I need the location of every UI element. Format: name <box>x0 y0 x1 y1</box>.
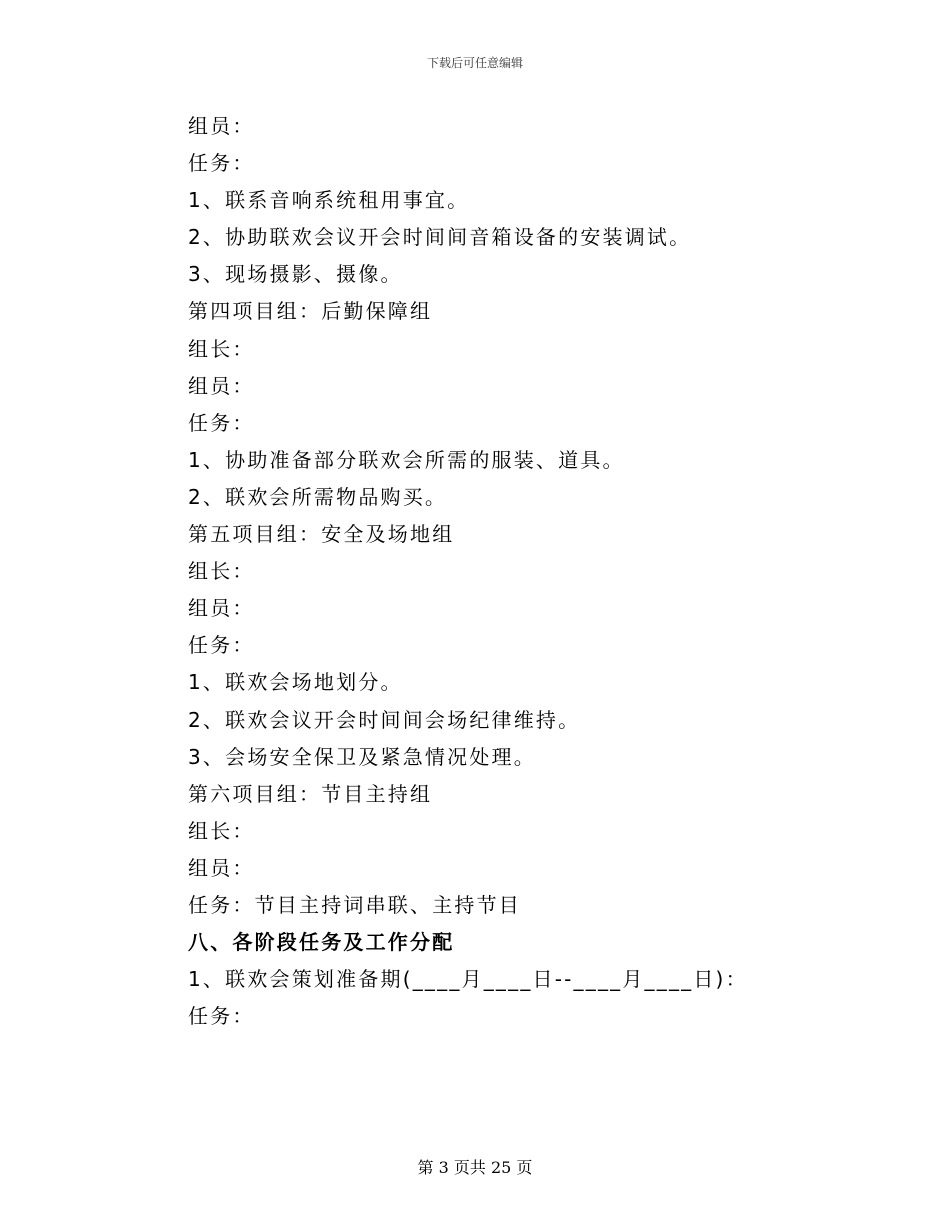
text-line: 组长： <box>188 559 255 584</box>
page-header: 下载后可任意编辑 <box>426 56 523 70</box>
text-line: 组员： <box>188 373 255 398</box>
text-line: 2、联欢会所需物品购买。 <box>188 484 448 509</box>
group-heading: 第四项目组：后勤保障组 <box>188 299 433 324</box>
text-line: 2、协助联欢会议开会时间间音箱设备的安装调试。 <box>188 225 692 250</box>
text-line: 任务： <box>188 1004 255 1029</box>
page-number: 第 3 页共 25 页 <box>417 1158 533 1177</box>
text-line: 3、现场摄影、摄像。 <box>188 262 403 287</box>
text-line: 任务： <box>188 410 255 435</box>
text-line: 3、会场安全保卫及紧急情况处理。 <box>188 744 536 769</box>
group-heading: 第五项目组：安全及场地组 <box>188 522 455 547</box>
text-line: 任务： <box>188 151 255 176</box>
text-line: 组员： <box>188 855 255 880</box>
text-line: 1、联欢会场地划分。 <box>188 670 403 695</box>
section-heading: 八、各阶段任务及工作分配 <box>188 930 455 955</box>
text-line: 任务：节目主持词串联、主持节目 <box>188 892 521 917</box>
text-line: 2、联欢会议开会时间间会场纪律维持。 <box>188 707 581 732</box>
text-line: 组长： <box>188 336 255 361</box>
text-line: 1、联系音响系统租用事宜。 <box>188 188 470 213</box>
text-line: 组员： <box>188 114 255 138</box>
text-line: 组员： <box>188 596 255 621</box>
document-body <box>188 108 808 1035</box>
text-line: 任务： <box>188 633 255 658</box>
text-line: 1、协助准备部分联欢会所需的服装、道具。 <box>188 447 625 472</box>
group-heading: 第六项目组：节目主持组 <box>188 781 433 806</box>
text-line: 组长： <box>188 818 255 843</box>
text-line: 1、联欢会策划准备期(____月____日--____月____日)： <box>188 967 748 992</box>
